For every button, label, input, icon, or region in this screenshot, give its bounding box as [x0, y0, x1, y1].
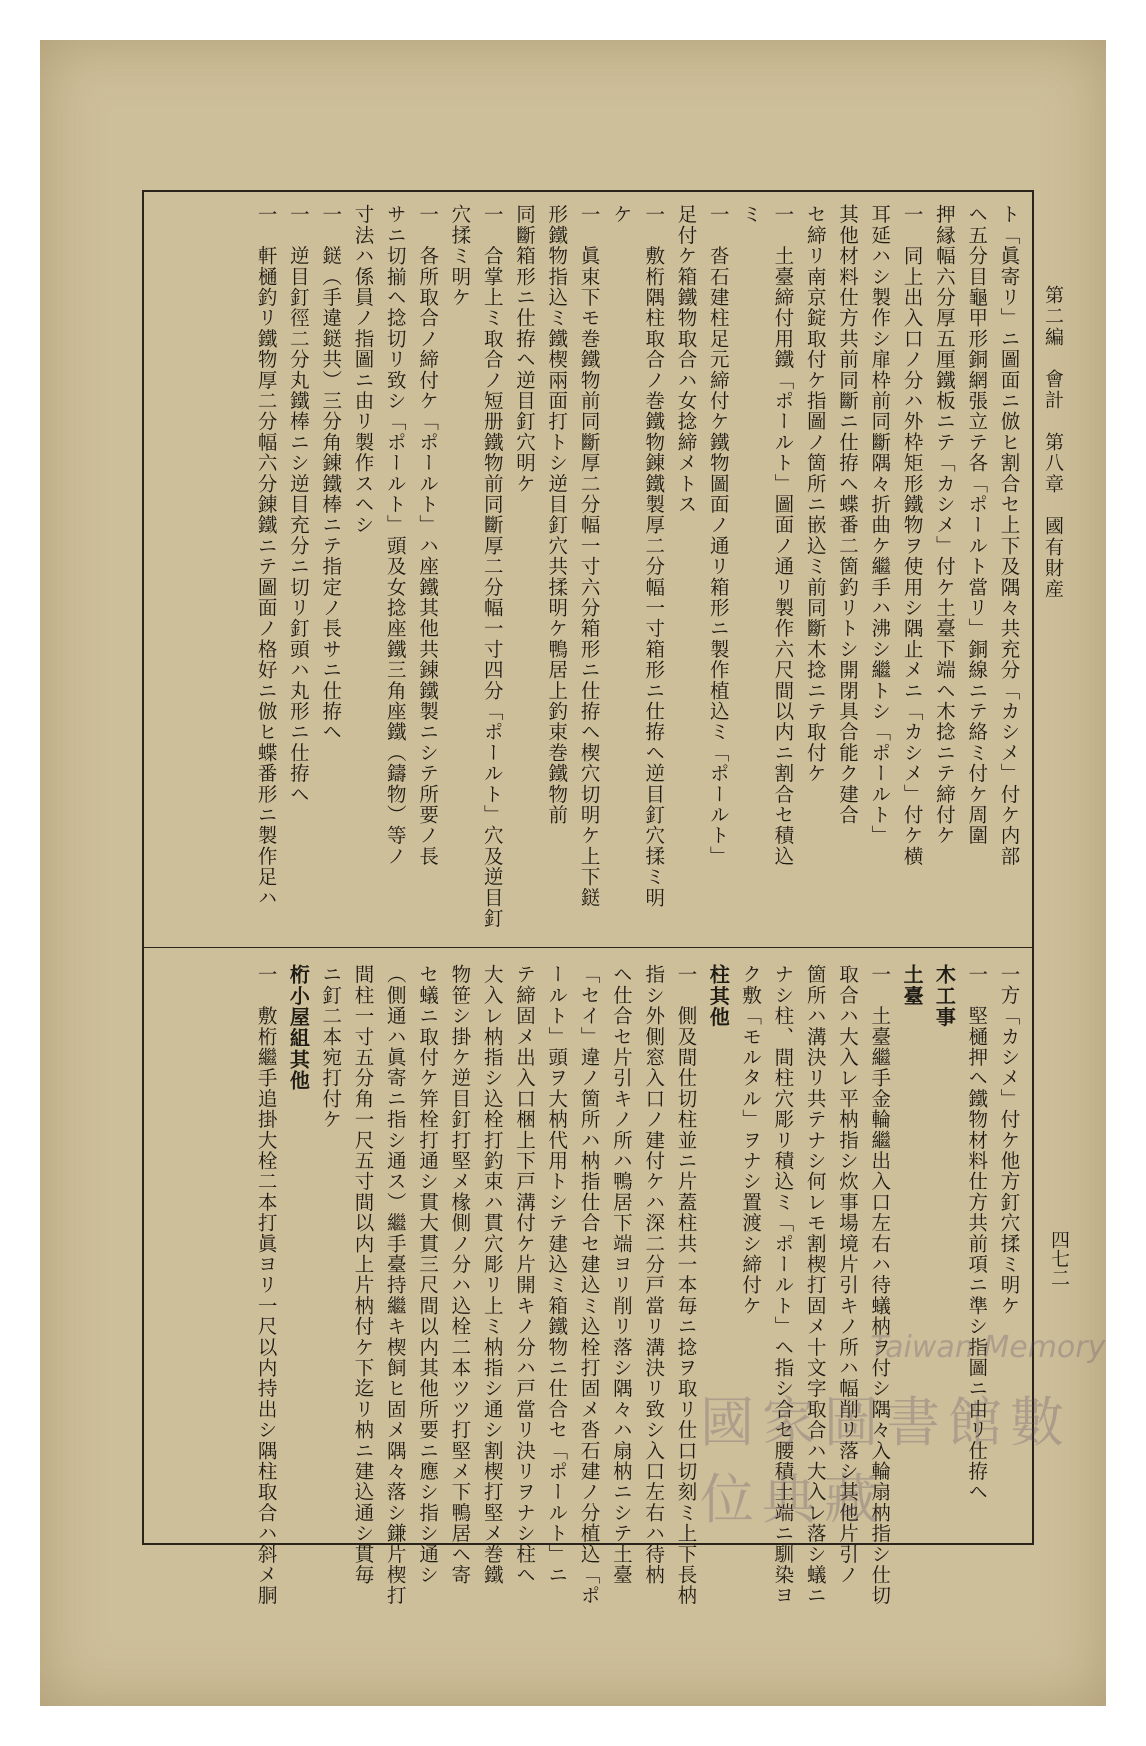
lower-column: ニ釘二本宛打付ケ [319, 964, 343, 1130]
lower-column: 一 土臺繼手金輪繼出入口左右ハ待蟻枘ヲ付シ隅々入輪扇枘指シ仕切 [868, 964, 892, 1606]
lower-column: 取合ハ大入レ平枘指シ炊事場境片引キノ所ハ幅削リ落シ其他片引ノ [836, 964, 859, 1585]
upper-column: 一 各所取合ノ締付ケ「ポールト」ハ座鐵其他共錬鐵製ニシテ所要ノ長 [416, 204, 440, 867]
lower-column: 箇所ハ溝決リ共テナシ何レモ割楔打固メ十文字取合ハ大入レ落シ蟻ニ [803, 964, 827, 1606]
upper-column: 一 鎹（手違鎹共）三分角錬鐵棒ニテ指定ノ長サニ仕拵ヘ [319, 204, 343, 743]
upper-column: 一 眞束下モ巻鐵物前同斷厚二分幅一寸六分箱形ニ仕拵ヘ楔穴切明ケ上下鎹 [577, 204, 601, 908]
lower-column: 指シ外側窓入口ノ建付ケハ深二分戸當リ溝決リ致シ入口左右ハ待枘 [642, 964, 666, 1585]
upper-column: 穴揉ミ明ケ [448, 204, 472, 308]
lower-column: 一 敷桁繼手追掛大栓二本打眞ヨリ一尺以内持出シ隅柱取合ハ斜メ胴 [254, 964, 278, 1606]
lower-column: 物笹シ掛ケ逆目釘打堅メ椽側ノ分ハ込栓二本ツツ打堅メ下鴨居ヘ寄 [448, 964, 472, 1585]
lower-column: ナシ柱、間柱穴彫リ積込ミ「ポールト」ヘ指シ合セ腰積土端ニ馴染ヨ [771, 964, 795, 1606]
lower-column: ク敷「モルタル」ヲナシ置渡シ締付ケ [739, 964, 763, 1316]
upper-column: 一 合掌上ミ取合ノ短册鐵物前同斷厚二分幅一寸四分「ポールト」穴及逆目釘 [480, 204, 504, 929]
page-number: 四七二 [1048, 1230, 1070, 1287]
upper-column: 一 敷桁隅柱取合ノ巻鐵物錬鐵製厚二分幅一寸箱形ニ仕拵ヘ逆目釘穴揉ミ明 [642, 204, 666, 908]
upper-column: 其他材料仕方共前同斷ニ仕拵ヘ蝶番二箇釣リトシ開閉具合能ク建合 [836, 204, 859, 825]
lower-column: テ締固メ出入口梱上下戸溝付ケ片開キノ分ハ戸當リ決リヲナシ柱ヘ [513, 964, 536, 1585]
lower-column: 間柱一寸五分角一尺五寸間以内上片枘付ケ下迄リ枘ニ建込通シ貫毎 [351, 964, 375, 1585]
lower-column: 一 堅樋押ヘ鐵物材料仕方共前項ニ準シ指圖ニ由リ仕拵ヘ [965, 964, 989, 1503]
upper-column: 同斷箱形ニ仕拵ヘ逆目釘穴明ケ [513, 204, 536, 494]
section-divider [144, 947, 1032, 948]
lower-column: 一 側及間仕切柱並ニ片蓋柱共一本毎ニ捻ヲ取リ仕口切刻ミ上下長枘 [674, 964, 698, 1606]
upper-column: ケ [609, 204, 633, 225]
upper-column: 耳延ハシ製作シ扉枠前同斷隅々折曲ケ繼手ハ沸シ繼トシ「ポールト」 [868, 204, 892, 846]
upper-column: ミ [739, 204, 763, 225]
lower-column: セ蟻ニ取付ケ笄栓打通シ貫大貫三尺間以内其他所要ニ應シ指シ通シ [416, 964, 440, 1585]
watermark-english: Taiwan Memory [870, 1330, 1106, 1365]
lower-column: ールト」頭ヲ大枘代用トシテ建込ミ箱鐵物ニ仕合セ「ポールト」ニ [545, 964, 569, 1585]
running-head: 第二編 會計 第八章 國有財産 [1042, 285, 1064, 600]
section-heading: 柱其他 [706, 964, 731, 1028]
upper-column: 足付ケ箱鐵物取合ハ女捻締メトス [674, 204, 698, 515]
text-frame [142, 190, 1034, 1606]
upper-column: 一 沓石建柱足元締付ケ鐵物圖面ノ通リ箱形ニ製作植込ミ「ポールト」 [706, 204, 730, 867]
lower-column: （側通ハ眞寄ニ指シ通ス）繼手臺持繼キ楔飼ヒ固メ隅々落シ鎌片楔打 [383, 964, 407, 1606]
section-heading: 桁小屋組其他 [286, 964, 311, 1092]
lower-column: 一方「カシメ」付ケ他方釘穴揉ミ明ケ [997, 964, 1021, 1316]
lower-column: 大入レ枘指シ込栓打釣束ハ貫穴彫リ上ミ枘指シ通シ割楔打堅メ巻鐵 [480, 964, 504, 1585]
upper-column: 形鐵物指込ミ鐵楔兩面打トシ逆目釘穴共揉明ケ鴨居上釣束巻鐵物前 [545, 204, 569, 825]
upper-column: 一 軒樋釣リ鐵物厚二分幅六分錬鐵ニテ圖面ノ格好ニ倣ヒ蝶番形ニ製作足ハ [254, 204, 278, 908]
upper-column: ヘ五分目龜甲形銅網張立テ各「ポールト當リ」銅線ニテ絡ミ付ケ周圍 [965, 204, 989, 846]
upper-column: 押縁幅六分厚五厘鐵板ニテ「カシメ」付ケ土臺下端ヘ木捻ニテ締付ケ [932, 204, 956, 846]
lower-column: 「セイ」違ノ箇所ハ枘指仕合セ建込ミ込栓打固メ沓石建ノ分植込「ポ [577, 964, 601, 1606]
upper-column: ト「眞寄リ」ニ圖面ニ倣ヒ割合セ上下及隅々共充分「カシメ」付ケ内部 [997, 204, 1021, 867]
section-heading: 木工事 [932, 964, 957, 1028]
upper-column: セ締リ南京錠取付ケ指圖ノ箇所ニ嵌込ミ前同斷木捻ニテ取付ケ [803, 204, 827, 784]
watermark-chinese: 國家圖書館數位典藏 [700, 1391, 1072, 1531]
upper-column: 寸法ハ係員ノ指圖ニ由リ製作スヘシ [351, 204, 375, 536]
section-heading: 土臺 [900, 964, 925, 1007]
upper-column: 一 逆目釘徑二分丸鐵棒ニシ逆目充分ニ切リ釘頭ハ丸形ニ仕拵ヘ [286, 204, 310, 805]
upper-column: 一 土臺締付用鐵「ポールト」圖面ノ通リ製作六尺間以内ニ割合セ積込 [771, 204, 795, 867]
lower-column: ヘ仕合セ片引キノ所ハ鴨居下端ヨリ削リ落シ隅々ハ扇枘ニシテ土臺 [609, 964, 633, 1585]
upper-column: 一 同上出入口ノ分ハ外枠矩形鐵物ヲ使用シ隅止メニ「カシメ」付ケ横 [900, 204, 924, 867]
upper-column: サニ切揃ヘ捻切リ致シ「ポールト」頭及女捻座鐵三角座鐵（鑄物）等ノ [383, 204, 407, 867]
page-scan [40, 40, 1106, 1706]
